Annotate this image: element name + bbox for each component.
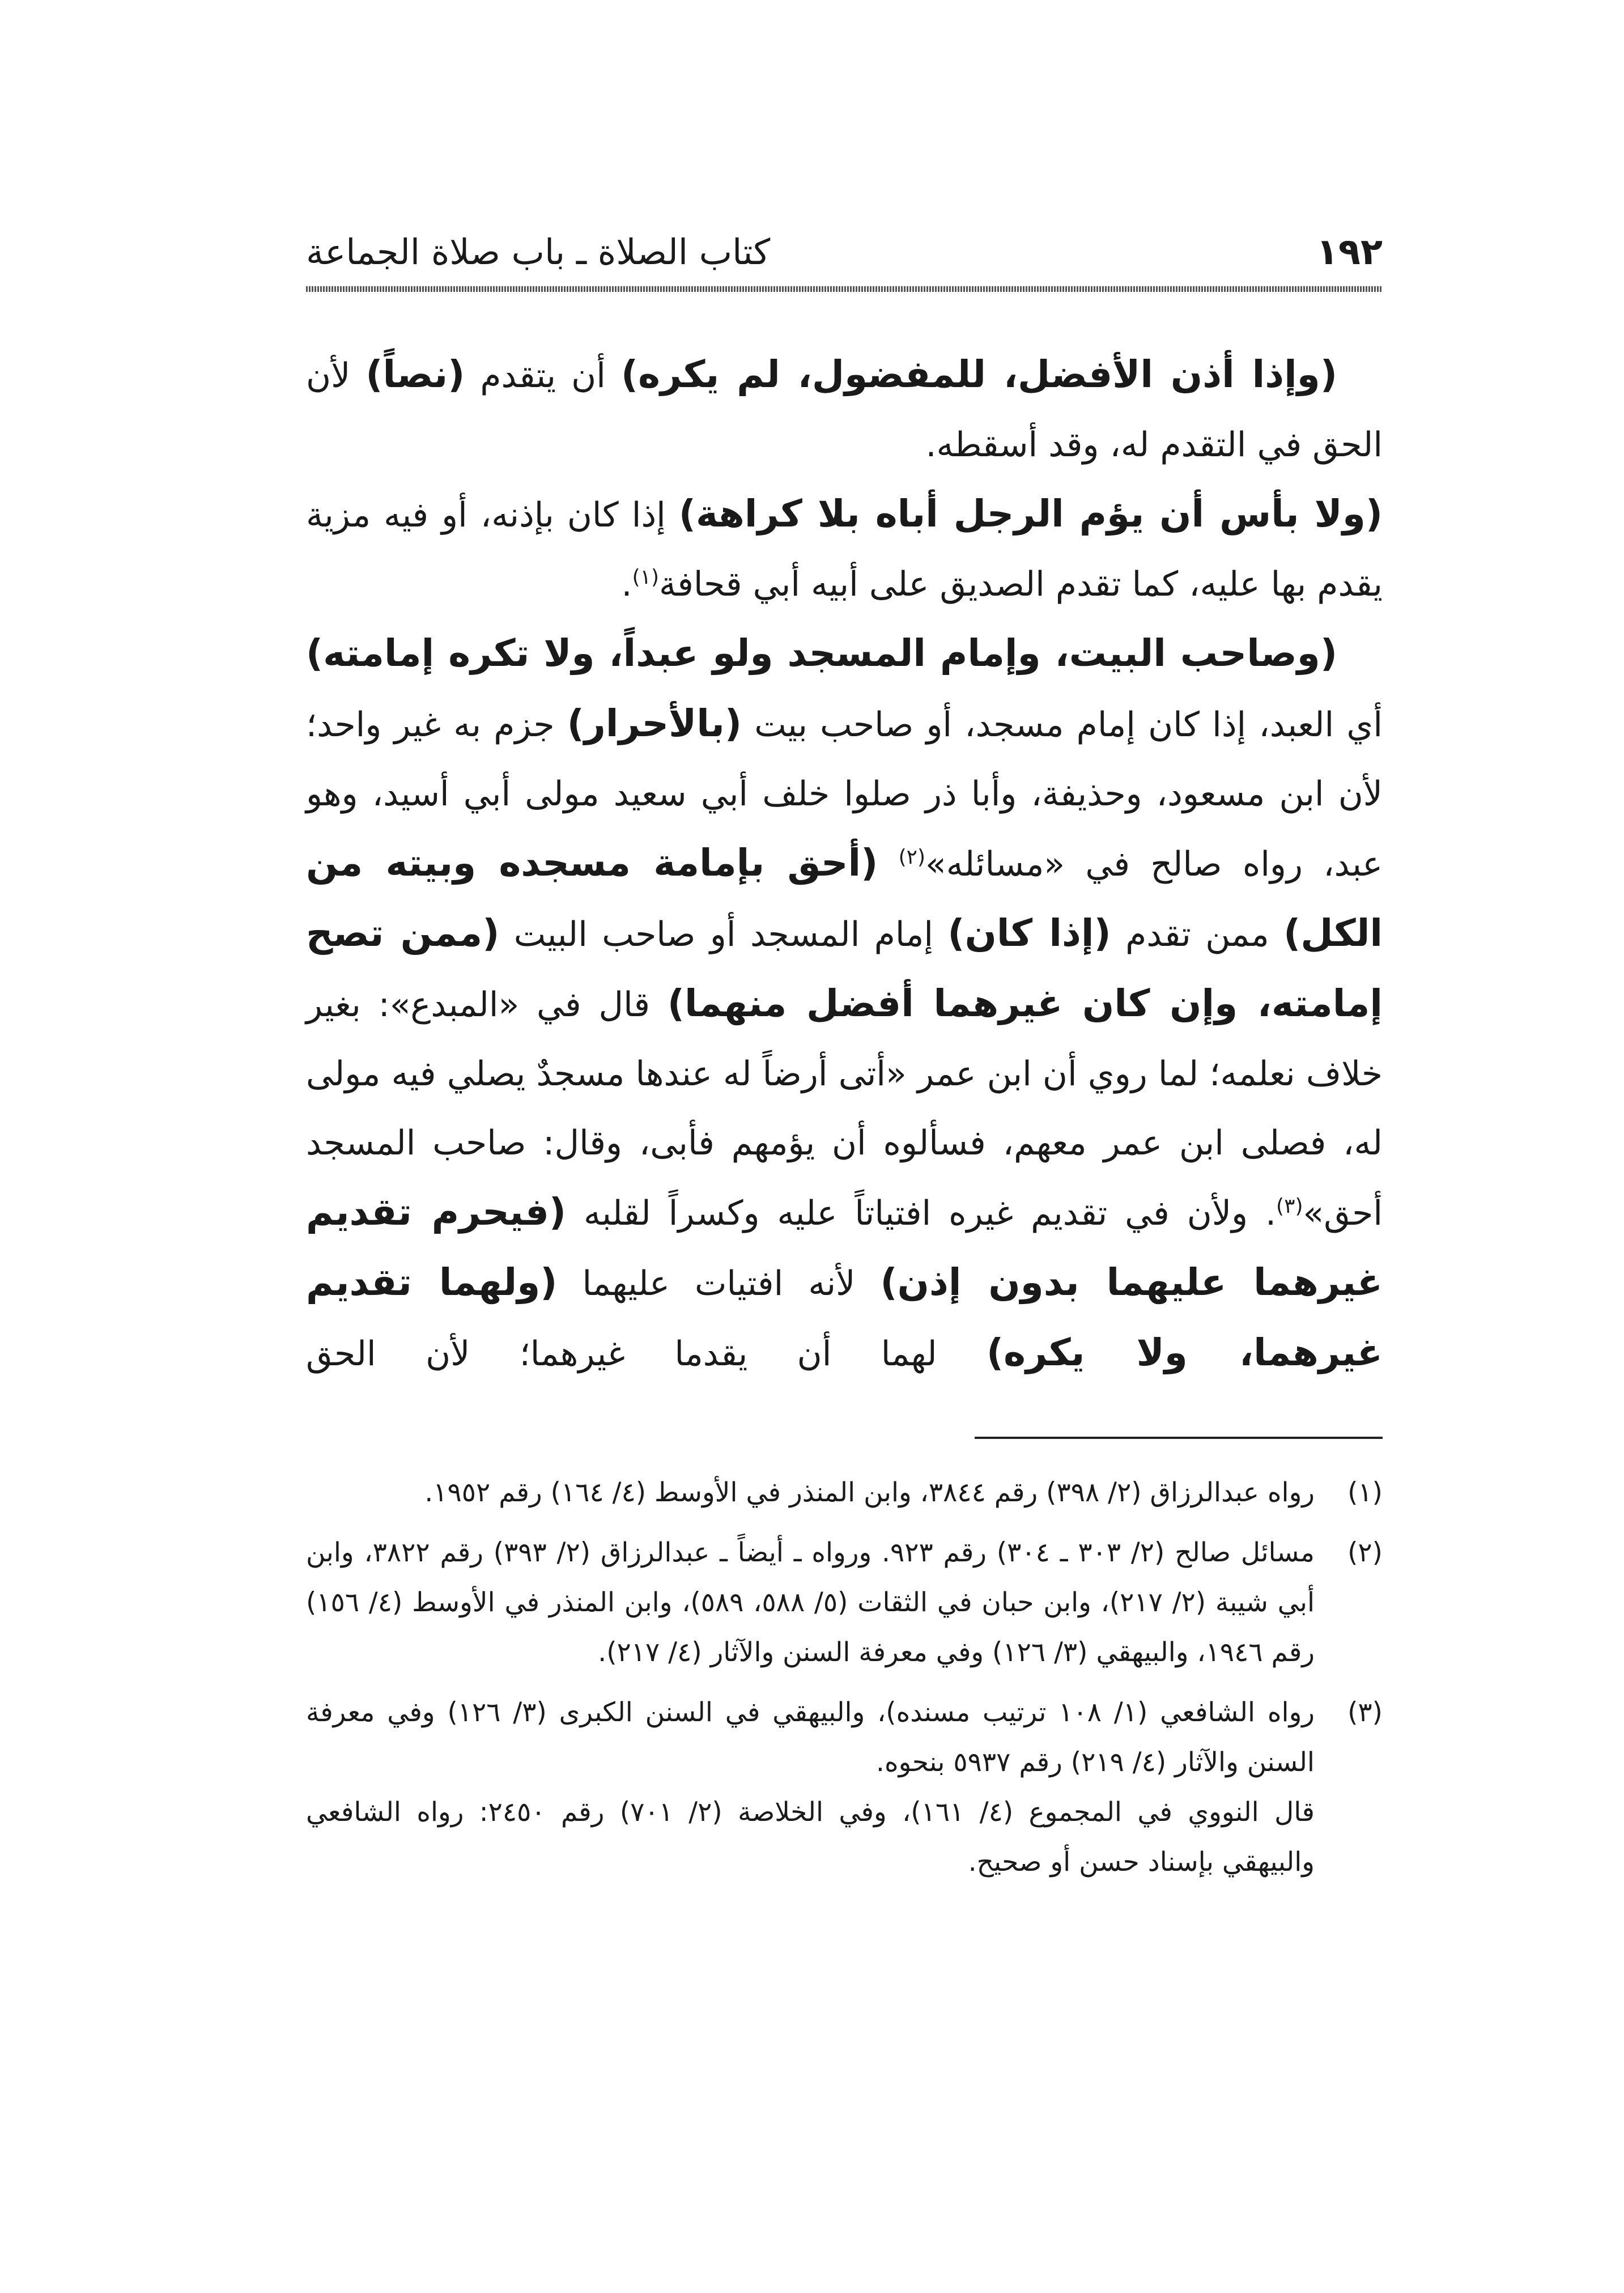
running-header bbox=[306, 224, 1383, 281]
footnote-text: رواه عبدالرزاق (٢/ ٣٩٨) رقم ٣٨٤٤، وابن المنذر في الأوسط (٤/ ١٦٤) رقم ١٩٥٢. bbox=[424, 1477, 1315, 1508]
footnote-number: (٢) bbox=[1347, 1537, 1383, 1568]
matn-text: (فيحرم تقديم غيرهما عليهما بدون إذن) bbox=[306, 1190, 1383, 1304]
sharh-text: . ولأن في تقديم غيره افتياتاً عليه وكسراً لقلبه bbox=[566, 1194, 1277, 1233]
footnote-1 bbox=[306, 1468, 1383, 1518]
footnote-divider bbox=[975, 1437, 1383, 1439]
footnote-number: (٣) bbox=[1347, 1697, 1383, 1728]
sharh-text: . bbox=[621, 564, 632, 604]
matn-text: (بالأحرار) bbox=[567, 702, 742, 745]
matn-text: (ولهما تقديم غيرهما، ولا يكره) bbox=[306, 1260, 1383, 1374]
sharh-text: لأن الحق في التقدم له، وقد أسقطه. bbox=[306, 356, 1383, 465]
sharh-text: قال في «المبدع»: بغير خلاف نعلمه؛ لما روي أن ابن عمر «أتى أرضاً له عندها مسجدٌ يصلي فيه مولى له، فصلى ابن عمر معهم، فسألوه أن يؤمهم فأبى، وقال: صاحب المسجد أحق» bbox=[306, 985, 1383, 1233]
main-text bbox=[306, 340, 1383, 1388]
sharh-text: إمام المسجد أو صاحب البيت bbox=[499, 915, 948, 954]
matn-text: (أحق بإمامة مسجده وبيته من الكل) bbox=[306, 841, 1383, 955]
sharh-text: ممن تقدم bbox=[1111, 915, 1284, 954]
page-number: ١٩٢ bbox=[1316, 231, 1383, 273]
sharh-text: لأنه افتيات عليهما bbox=[557, 1264, 881, 1303]
paragraph-3 bbox=[306, 619, 1383, 1388]
footnotes bbox=[306, 1468, 1383, 1897]
matn-text: (وإذا أذن الأفضل، للمفضول، لم يكره) bbox=[620, 353, 1337, 396]
sharh-text: جزم به غير واحد؛ لأن ابن مسعود، وحذيفة، وأبا ذر صلوا خلف أبي سعيد مولى أبي أسيد، وهو عبد، رواه صالح في «مسائله» bbox=[306, 705, 1383, 884]
sharh-text: أي العبد، إذا كان إمام مسجد، أو صاحب بيت bbox=[742, 705, 1383, 745]
paragraph-1 bbox=[306, 340, 1383, 479]
footnote-2 bbox=[306, 1528, 1383, 1678]
header-divider bbox=[306, 286, 1383, 292]
matn-text: (نصاً) bbox=[365, 353, 465, 396]
matn-text: (ولا بأس أن يؤم الرجل أباه بلا كراهة) bbox=[678, 492, 1383, 536]
sharh-text: لهما أن يقدما غيرهما؛ لأن الحق bbox=[306, 1334, 987, 1374]
footnote-text: مسائل صالح (٢/ ٣٠٣ ـ ٣٠٤) رقم ٩٢٣. ورواه ـ أيضاً ـ عبدالرزاق (٢/ ٣٩٣) رقم ٣٨٢٢، وابن أبي شيبة (٢/ ٢١٧)، وابن حبان في الثقات (٥/ ٥٨٨، ٥٨٩)، وابن المنذر في الأوسط (٤/ ١٥٦) رقم ١٩٤٦، والبيهقي (٣/ ١٢٦) وفي معرفة السنن والآثار (٤/ ٢١٧). bbox=[306, 1537, 1315, 1668]
footnote-number: (١) bbox=[1347, 1477, 1383, 1508]
matn-text: (وصاحب البيت، وإمام المسجد ولو عبداً، ولا تكره إمامته) bbox=[306, 631, 1337, 675]
footnote-ref[interactable]: (١) bbox=[632, 566, 660, 589]
sharh-text bbox=[878, 844, 898, 884]
sharh-text: إذا كان بإذنه، أو فيه مزية يقدم بها عليه، كما تقدم الصديق على أبيه أبي قحافة bbox=[306, 495, 1383, 604]
footnote-ref[interactable]: (٣) bbox=[1276, 1195, 1303, 1218]
footnote-3 bbox=[306, 1688, 1383, 1887]
matn-text: (إذا كان) bbox=[947, 911, 1111, 955]
footnote-text: قال النووي في المجموع (٤/ ١٦١)، وفي الخلاصة (٢/ ٧٠١) رقم ٢٤٥٠: رواه الشافعي والبيهقي بإسناد حسن أو صحيح. bbox=[306, 1797, 1315, 1878]
paragraph-2 bbox=[306, 479, 1383, 619]
sharh-text: أن يتقدم bbox=[465, 356, 621, 396]
footnote-ref[interactable]: (٢) bbox=[898, 846, 926, 869]
running-title: كتاب الصلاة ـ باب صلاة الجماعة bbox=[306, 231, 771, 273]
footnote-text: رواه الشافعي (١/ ١٠٨ ترتيب مسنده)، والبيهقي في السنن الكبرى (٣/ ١٢٦) وفي معرفة السنن والآثار (٤/ ٢١٩) رقم ٥٩٣٧ بنحوه. bbox=[306, 1697, 1315, 1778]
matn-text: (ممن تصح إمامته، وإن كان غيرهما أفضل منهما) bbox=[306, 911, 1383, 1025]
